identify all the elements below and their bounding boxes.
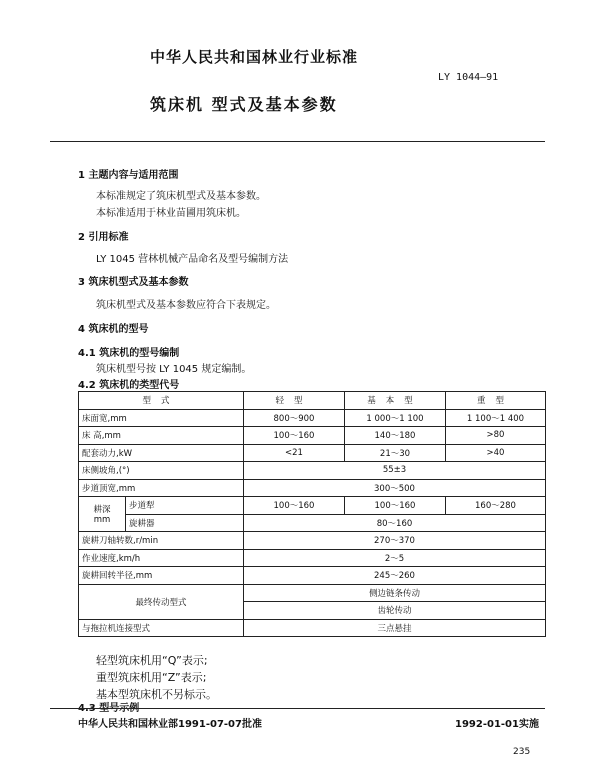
row-label: 配套动力,kW xyxy=(79,444,244,462)
section-3-line-1: 筑床机型式及基本参数应符合下表规定。 xyxy=(96,300,276,311)
section-3-heading: 3 筑床机型式及基本参数 xyxy=(78,277,189,288)
cell-all-types: 侧边链条传动 xyxy=(244,584,546,602)
cell-heavy: 160～280 xyxy=(446,497,546,515)
row-label: 床 高,mm xyxy=(79,427,244,445)
top-rule xyxy=(50,141,545,142)
section-4-3-heading xyxy=(78,699,139,714)
sub-row-label: 步道犁 xyxy=(126,497,244,515)
table-row xyxy=(79,619,546,637)
cell-light: 800～900 xyxy=(244,409,345,427)
header-basic: 基本型 xyxy=(345,392,446,410)
page-number: 235 xyxy=(513,747,531,757)
table-row xyxy=(79,567,546,585)
section-2-heading: 2 引用标准 xyxy=(78,232,129,243)
row-label: 最终传动型式 xyxy=(79,584,244,619)
section-1-line-1: 本标准规定了筑床机型式及基本参数。 xyxy=(96,191,266,202)
header-heavy: 重型 xyxy=(446,392,546,410)
table-row xyxy=(79,549,546,567)
table-header-row xyxy=(79,392,546,410)
row-label: 作业速度,km/h xyxy=(79,549,244,567)
section-1-heading: 1 主题内容与适用范围 xyxy=(78,170,179,181)
table-row xyxy=(79,497,546,515)
table-row xyxy=(79,462,546,480)
tillage-depth-text: 耕深 xyxy=(93,505,111,515)
cell-heavy: >80 xyxy=(446,427,546,445)
cell-all-types: 55±3 xyxy=(244,462,546,480)
table-row xyxy=(79,532,546,550)
cell-all-types: 三点悬挂 xyxy=(244,619,546,637)
approval-note: 中华人民共和国林业部1991-07-07批准 xyxy=(78,719,262,730)
row-label: 步道顶宽,mm xyxy=(79,479,244,497)
cell-basic: 140～180 xyxy=(345,427,446,445)
section-4-2-heading: 4.2 筑床机的类型代号 xyxy=(78,380,180,391)
cell-basic: 100～160 xyxy=(345,497,446,515)
implementation-date: 1992-01-01实施 xyxy=(455,719,539,730)
section-2-line-1: LY 1045 营林机械产品命名及型号编制方法 xyxy=(96,254,289,265)
row-label: 床面宽,mm xyxy=(79,409,244,427)
section-4-1-line-1: 筑床机型号按 LY 1045 规定编制。 xyxy=(96,364,252,375)
cell-all-types: 270～370 xyxy=(244,532,546,550)
tillage-depth-label xyxy=(79,497,126,532)
cell-all-types: 245～260 xyxy=(244,567,546,585)
cell-basic: 21～30 xyxy=(345,444,446,462)
section-4-heading: 4 筑床机的型号 xyxy=(78,324,149,335)
org-title: 中华人民共和国林业行业标准 xyxy=(150,48,359,66)
cell-light: 100～160 xyxy=(244,497,345,515)
note-line-3: 基本型筑床机不另标示。 xyxy=(96,688,217,701)
header-type: 型式 xyxy=(79,392,244,410)
sub-row-label: 旋耕器 xyxy=(126,514,244,532)
table-row xyxy=(79,479,546,497)
section-4-1-heading: 4.1 筑床机的型号编制 xyxy=(78,348,180,359)
note-line-2: 重型筑床机用“Z”表示; xyxy=(96,671,207,684)
cell-heavy: 1 100～1 400 xyxy=(446,409,546,427)
cell-all-types: 300～500 xyxy=(244,479,546,497)
spec-table xyxy=(78,391,546,637)
header-light: 轻型 xyxy=(244,392,345,410)
cell-basic: 1 000～1 100 xyxy=(345,409,446,427)
standard-number: LY 1044—91 xyxy=(438,72,499,83)
table-row xyxy=(79,444,546,462)
table-row xyxy=(79,427,546,445)
document-title: 筑床机 型式及基本参数 xyxy=(150,95,338,114)
row-label: 与拖拉机连接型式 xyxy=(79,619,244,637)
table-row xyxy=(79,409,546,427)
cell-all-types: 2～5 xyxy=(244,549,546,567)
tillage-depth-unit: mm xyxy=(93,515,111,525)
cell-all-types: 80～160 xyxy=(244,514,546,532)
bottom-rule xyxy=(50,708,545,709)
row-label: 旋耕刀轴转数,r/min xyxy=(79,532,244,550)
cell-light: <21 xyxy=(244,444,345,462)
table-row xyxy=(79,584,546,602)
row-label: 旋耕回转半径,mm xyxy=(79,567,244,585)
note-line-1: 轻型筑床机用“Q”表示; xyxy=(96,654,208,667)
cell-light: 100～160 xyxy=(244,427,345,445)
row-label: 床侧坡角,(°) xyxy=(79,462,244,480)
cell-all-types: 齿轮传动 xyxy=(244,602,546,620)
section-1-line-2: 本标准适用于林业苗圃用筑床机。 xyxy=(96,208,246,219)
cell-heavy: >40 xyxy=(446,444,546,462)
table-row xyxy=(79,514,546,532)
